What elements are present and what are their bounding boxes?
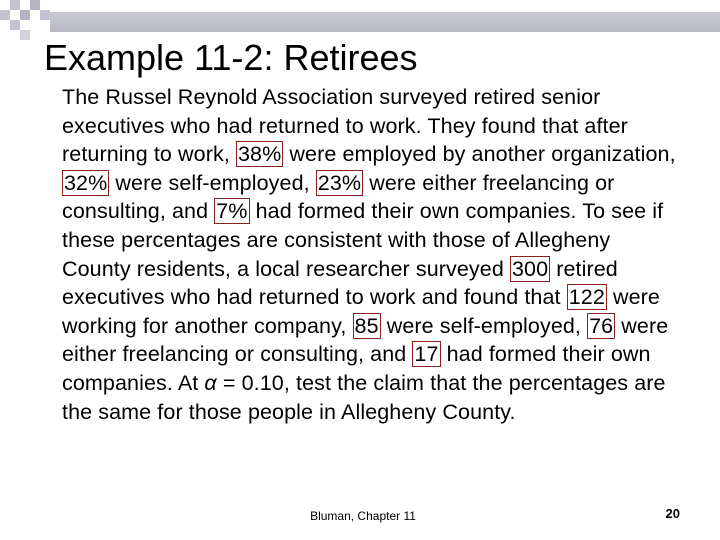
text-segment: = 0.10, test the claim that the percentages are the same for those people in Allegheny County. [62,370,666,424]
text-segment: were either freelancing or consulting, and [62,170,615,224]
page-number: 20 [665,506,680,521]
highlight-32-percent: 32% [64,170,108,195]
text-segment: retired executives who had returned to work and found that [62,256,618,310]
problem-paragraph [62,83,682,426]
highlight-7-percent: 7% [216,199,248,224]
highlight-85: 85 [354,313,379,338]
text-segment: were working for another company, [62,285,660,338]
text-segment: were self-employed, [380,313,588,338]
text-segment: had formed their own companies. At [62,342,651,395]
text-segment: had formed their own companies. To see if these percentages are consistent with those of Allegheny County residents, a local researcher surveyed [62,199,664,281]
footer-text: Bluman, Chapter 11 [310,509,416,523]
highlight-23-percent: 23% [317,170,362,195]
alpha-symbol: α [204,370,217,395]
text-segment: were employed by another organization, [283,142,676,167]
slide-footer [0,509,720,523]
highlight-76: 76 [589,313,614,338]
highlight-300: 300 [511,256,549,281]
highlight-38-percent: 38% [237,142,282,167]
highlight-17: 17 [414,342,439,367]
highlight-122: 122 [568,285,605,310]
slide-title: Example 11-2: Retirees [44,37,418,78]
text-segment: were either freelancing or consulting, and [62,313,669,367]
top-decorative-bar [50,12,720,32]
text-segment: were self-employed, [109,170,316,195]
text-segment: The Russel Reynold Association surveyed retired senior executives who had returned to work. They found that after returning to work, [62,85,628,167]
